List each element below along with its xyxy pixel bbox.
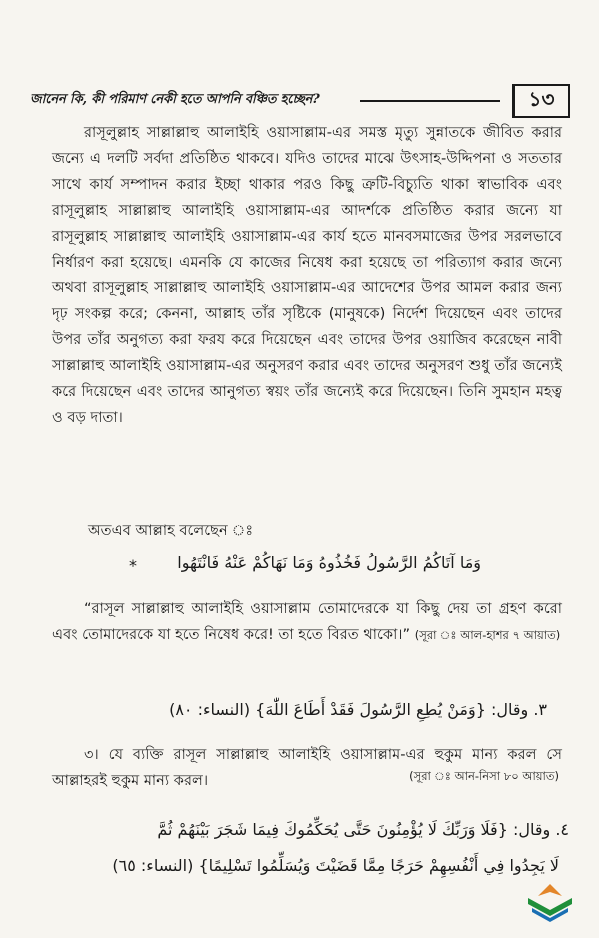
page-header <box>30 84 570 120</box>
arabic-verse-2: ٣. وقال: {وَمَنْ يُطِعِ الرَّسُولَ فَقَدْ أَطَاعَ اللّٰهَ} (النساء: ٨٠) <box>169 700 547 719</box>
paragraph-3-reference: (সূরা ঃ আন-নিসা ৮০ আয়াত) <box>409 769 559 783</box>
intro-label: অতএব আল্লাহ বলেছেন ঃ <box>88 522 254 539</box>
paragraph-1: রাসূলুল্লাহ সাল্লাল্লাহু আলাইহি ওয়াসাল্লাম-এর সমস্ত মৃত্যু সুন্নাতকে জীবিত করার জন্যে এ দলটি সর্বদা প্রতিষ্ঠিত থাকবে। যদিও তাদের মাঝে উৎসাহ-উদ্দিপনা ও সততার সাথে কার্য সম্পাদন করার ইচ্ছা থাকার পরও কিছু ত্রুটি-বিচ্যুতি থাকা স্বাভাবিক এবং রাসূলুল্লাহ সাল্লাল্লাহু আলাইহি ওয়াসাল্লাম-এর আদর্শকে প্রতিষ্ঠিত করার জন্যে যা রাসূলুল্লাহ সাল্লাল্লাহু আলাইহি ওয়াসাল্লাম-এর কার্য হতে মানবসমাজের উপর সরলভাবে নির্ধারণ করা হয়েছে। এমনকি যে কাজের নিষেধ করা হয়েছে তা পরিত্যাগ করার জন্যে অথবা রাসূলুল্লাহ সাল্লাল্লাহু আলাইহি ওয়াসাল্লাম-এর আদেশের উপর আমল করার জন্য দৃঢ় সংকল্প করে; কেননা, আল্লাহ তাঁর সৃষ্টিকে (মানুষকে) নির্দেশ দিয়েছেন এবং তাদের উপর তাঁর অনুগত্য করা ফরয করে দিয়েছেন এবং তাদের উপর ওয়াজিব করেছেন নাবী সাল্লাল্লাহু আলাইহি ওয়াসাল্লাম-এর অনুসরণ করার এবং তাদের অনুসরণ শুধু তাঁর জন্যেই করে দিয়েছেন এবং তাদের আনুগত্য স্বয়ং তাঁর জন্যেই করে দিয়েছেন। তিনি সুমহান মহত্ব ও বড় দাতা। <box>52 124 562 426</box>
translation-quote <box>52 596 562 648</box>
header-title: জানেন কি, কী পরিমাণ নেকী হতে আপনি বঞ্চিত হচ্ছেন? <box>30 92 320 107</box>
publisher-logo-icon <box>522 880 578 924</box>
arabic-verse-3-line-2: لَا يَجِدُوا فِي أَنْفُسِهِمْ حَرَجًا مِمَّا قَضَيْتَ وَيُسَلِّمُوا تَسْلِيمًا} (النساء: ٦٥) <box>112 856 559 875</box>
header-rule <box>360 100 500 102</box>
quote-reference: (সূরা ঃ আল-হাশর ৭ আয়াত) <box>414 628 561 642</box>
arabic-verse-3-line-1: ٤. وقال: {فَلَا وَرَبِّكَ لَا يُؤْمِنُونَ حَتَّى يُحَكِّمُوكَ فِيمَا شَجَرَ بَيْنَهُمْ ثُمَّ <box>157 820 569 839</box>
paragraph-3: ৩। যে ব্যক্তি রাসূল সাল্লাল্লাহু আলাইহি ওয়াসাল্লাম-এর হুকুম মান্য করল সে আল্লাহরই হুকুম মান্য করল। <box>52 746 562 789</box>
verse-star: * <box>129 556 137 575</box>
page-number: ১৩ <box>512 84 570 118</box>
quote-text: “রাসূল সাল্লাল্লাহু আলাইহি ওয়াসাল্লাম তোমাদেরকে যা কিছু দেয় তা গ্রহণ করো এবং তোমাদেরকে যা হতে নিষেধ করে! তা হতে বিরত থাকো।” <box>52 600 562 643</box>
arabic-verse-1: وَمَا آتَاكُمُ الرَّسُولُ فَخُذُوهُ وَمَا نَهَاكُمْ عَنْهُ فَانْتَهُوا <box>177 553 481 572</box>
